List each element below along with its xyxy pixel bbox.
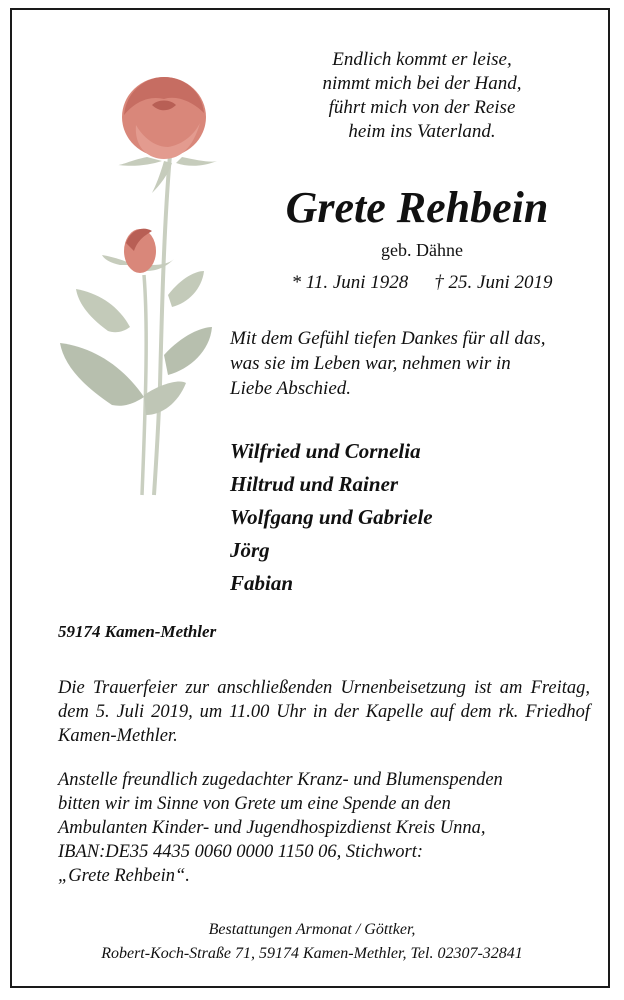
- farewell-text: [230, 326, 610, 401]
- leaf: [60, 343, 144, 406]
- family-member: Hiltrud und Rainer: [230, 472, 399, 496]
- farewell-line: Liebe Abschied.: [230, 378, 352, 399]
- leaf: [168, 271, 204, 307]
- donation-notice: [58, 768, 590, 888]
- farewell-line: Mit dem Gefühl tiefen Dankes für all das,: [230, 328, 546, 349]
- birth-name: geb. Dähne: [381, 240, 463, 260]
- rose-illustration: [52, 65, 222, 505]
- rose-stem-main: [154, 155, 170, 495]
- undertaker-name: Bestattungen Armonat / Göttker,: [208, 921, 416, 938]
- leaf: [76, 289, 130, 332]
- leaf: [164, 327, 212, 375]
- undertaker-address: Robert-Koch-Straße 71, 59174 Kamen-Methler, Tel. 02307-32841: [101, 945, 523, 962]
- poem-line: führt mich von der Reise: [328, 97, 516, 118]
- donation-line: „Grete Rehbein“.: [58, 866, 190, 886]
- donation-line: Ambulanten Kinder- und Jugendhospizdienst Kreis Unna,: [58, 818, 486, 838]
- donation-line: Anstelle freundlich zugedachter Kranz- und Blumenspenden: [58, 770, 503, 790]
- obituary-card: [10, 8, 610, 988]
- poem: [242, 48, 602, 144]
- poem-line: Endlich kommt er leise,: [332, 49, 512, 70]
- funeral-notice: Die Trauerfeier zur anschließenden Urnenbeisetzung ist am Freitag, dem 5. Juli 2019, um 11.00 Uhr in der Kapelle auf dem rk. Friedhof Kamen-Methler.: [58, 678, 590, 746]
- rose-sepal: [118, 157, 162, 166]
- donation-line: bitten wir im Sinne von Grete um eine Spende an den: [58, 794, 451, 814]
- family-member: Wolfgang und Gabriele: [230, 505, 433, 529]
- place: 59174 Kamen-Methler: [58, 622, 217, 641]
- rose-stem-bud: [142, 275, 146, 495]
- poem-line: nimmt mich bei der Hand,: [322, 73, 522, 94]
- family-member: Fabian: [230, 571, 294, 595]
- family-list: [230, 435, 590, 600]
- family-member: Wilfried und Cornelia: [230, 439, 421, 463]
- undertaker-info: [32, 918, 592, 966]
- birth-date: * 11. Juni 1928: [291, 272, 409, 293]
- poem-line: heim ins Vaterland.: [348, 121, 496, 142]
- rose-sepal: [176, 157, 217, 166]
- leaf: [144, 382, 186, 416]
- donation-line: IBAN:DE35 4435 0060 0000 1150 06, Stichwort:: [58, 842, 424, 862]
- deceased-name: Grete Rehbein: [285, 183, 549, 232]
- family-member: Jörg: [230, 538, 270, 562]
- death-date: † 25. Juni 2019: [434, 272, 553, 293]
- farewell-line: was sie im Leben war, nehmen wir in: [230, 353, 511, 374]
- life-dates: [242, 272, 602, 294]
